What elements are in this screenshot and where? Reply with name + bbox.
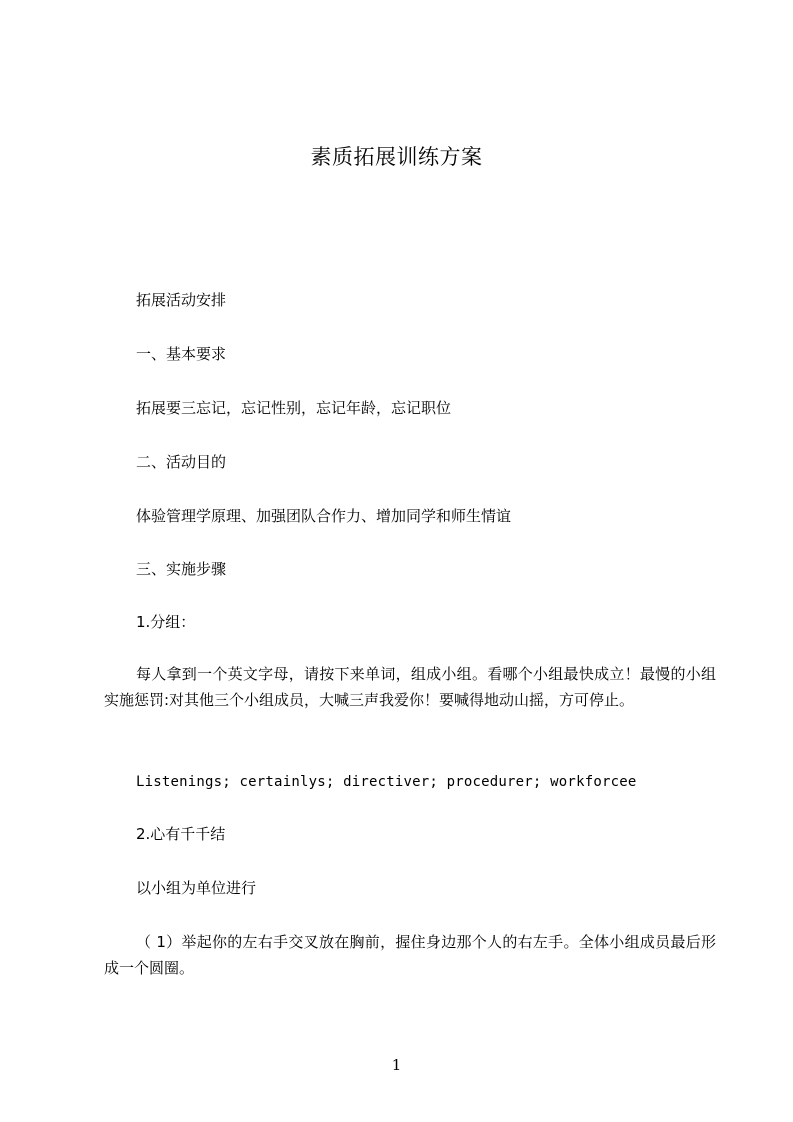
requirement-text: 拓展要三忘记，忘记性别，忘记年龄，忘记职位	[136, 399, 452, 417]
heading-activity-purpose: 二、活动目的	[136, 453, 227, 471]
heading-basic-requirements: 一、基本要求	[136, 345, 227, 363]
step-1-label: 1.分组：	[136, 613, 196, 631]
page-number: 1	[391, 1056, 402, 1074]
step-2-subtitle: 以小组为单位进行	[136, 879, 257, 897]
heading-implementation-steps: 三、实施步骤	[136, 560, 227, 578]
step-2-item-1: （ 1）举起你的左右手交叉放在胸前，握住身边那个人的右左手。全体小组成员最后形成一个圆圈。	[104, 933, 716, 977]
purpose-text: 体验管理学原理、加强团队合作力、增加同学和师生情谊	[136, 507, 512, 525]
section-heading: 拓展活动安排	[136, 291, 227, 309]
step-2-label: 2.心有千千结	[136, 825, 226, 843]
step-1-paragraph: 每人拿到一个英文字母，请按下来单词，组成小组。看哪个小组最快成立！最慢的小组实施惩罚:对其他三个小组成员，大喊三声我爱你！要喊得地动山摇，方可停止。	[104, 665, 716, 709]
document-title: 素质拓展训练方案	[310, 145, 483, 169]
word-list: Listenings; certainlys; directiver; procedurer; workforcee	[136, 774, 637, 790]
